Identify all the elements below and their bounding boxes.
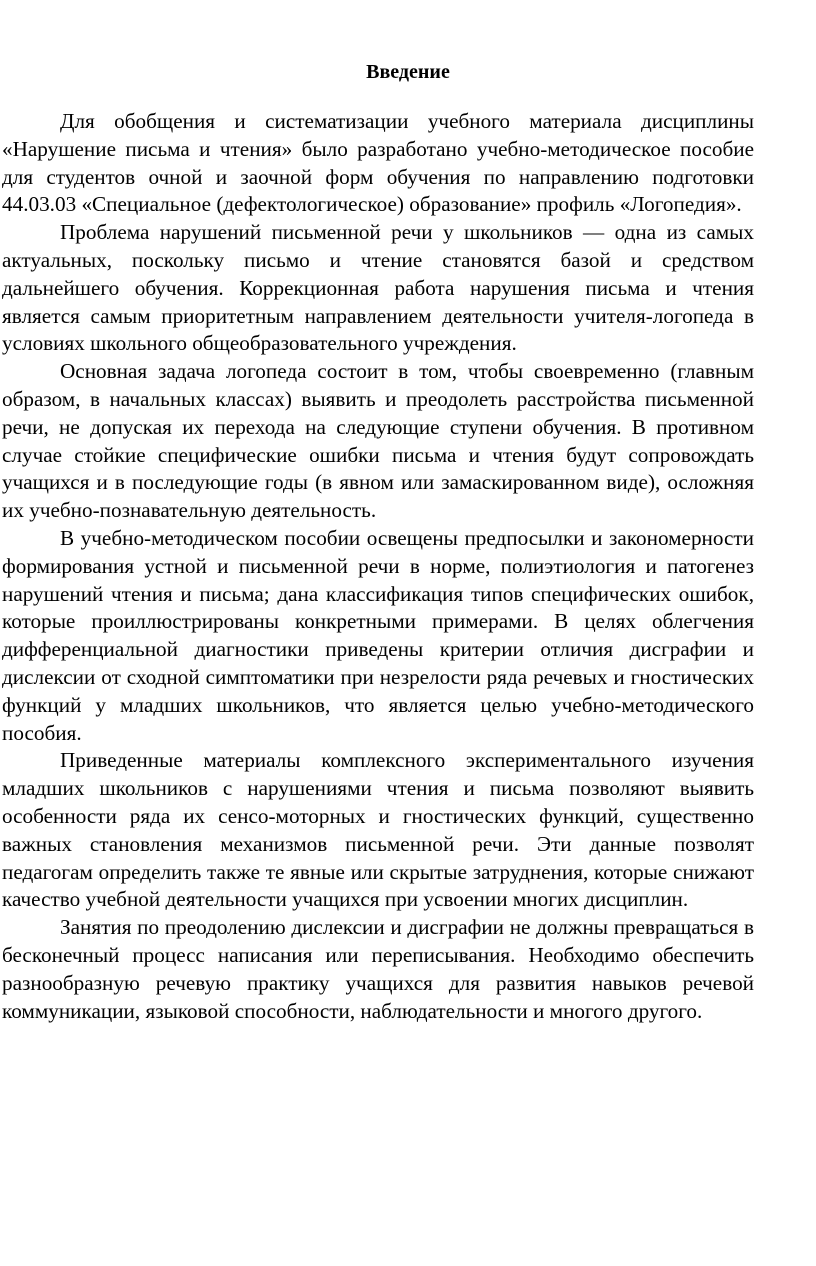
document-body bbox=[0, 108, 816, 1025]
document-title: Введение bbox=[366, 61, 450, 83]
paragraph-2: Проблема нарушений письменной речи у школьников — одна из самых актуальных, поскольку письмо и чтение становятся базой и средством дальнейшего обучения. Коррекционная работа нарушения письма и чтения является самым приоритетным направлением деятельности учителя-логопеда в условиях школьного общеобразовательного учреждения. bbox=[2, 220, 754, 356]
paragraph-1: Для обобщения и систематизации учебного материала дисциплины «Нарушение письма и чтения» было разработано учебно-методическое пособие для студентов очной и заочной форм обучения по направлению подготовки 44.03.03 «Специальное (дефектологическое) образование» профиль «Логопедия». bbox=[2, 109, 754, 217]
paragraph-5: Приведенные материалы комплексного экспериментального изучения младших школьников с нарушениями чтения и письма позволяют выявить особенности ряда их сенсо-моторных и гностических функций, существенно важных становления механизмов письменной речи. Эти данные позволят педагогам определить также те явные или скрытые затруднения, которые снижают качество учебной деятельности учащихся при усвоении многих дисциплин. bbox=[2, 748, 754, 912]
paragraph-3: Основная задача логопеда состоит в том, чтобы своевременно (главным образом, в начальных классах) выявить и преодолеть расстройства письменной речи, не допуская их перехода на следующие ступени обучения. В противном случае стойкие специфические ошибки письма и чтения будут сопровождать учащихся и в последующие годы (в явном или замаскированном виде), осложняя их учебно-познавательную деятельность. bbox=[2, 359, 754, 523]
paragraph-6: Занятия по преодолению дислексии и дисграфии не должны превращаться в бесконечный процесс написания или переписывания. Необходимо обеспечить разнообразную речевую практику учащихся для развития навыков речевой коммуникации, языковой способности, наблюдательности и многого другого. bbox=[2, 915, 754, 1023]
paragraph-4: В учебно-методическом пособии освещены предпосылки и закономерности формирования устной и письменной речи в норме, полиэтиология и патогенез нарушений чтения и письма; дана классификация типов специфических ошибок, которые проиллюстрированы конкретными примерами. В целях облегчения дифференциальной диагностики приведены критерии отличия дисграфии и дислексии от сходной симптоматики при незрелости ряда речевых и гностических функций у младших школьников, что является целью учебно-методического пособия. bbox=[2, 525, 754, 745]
